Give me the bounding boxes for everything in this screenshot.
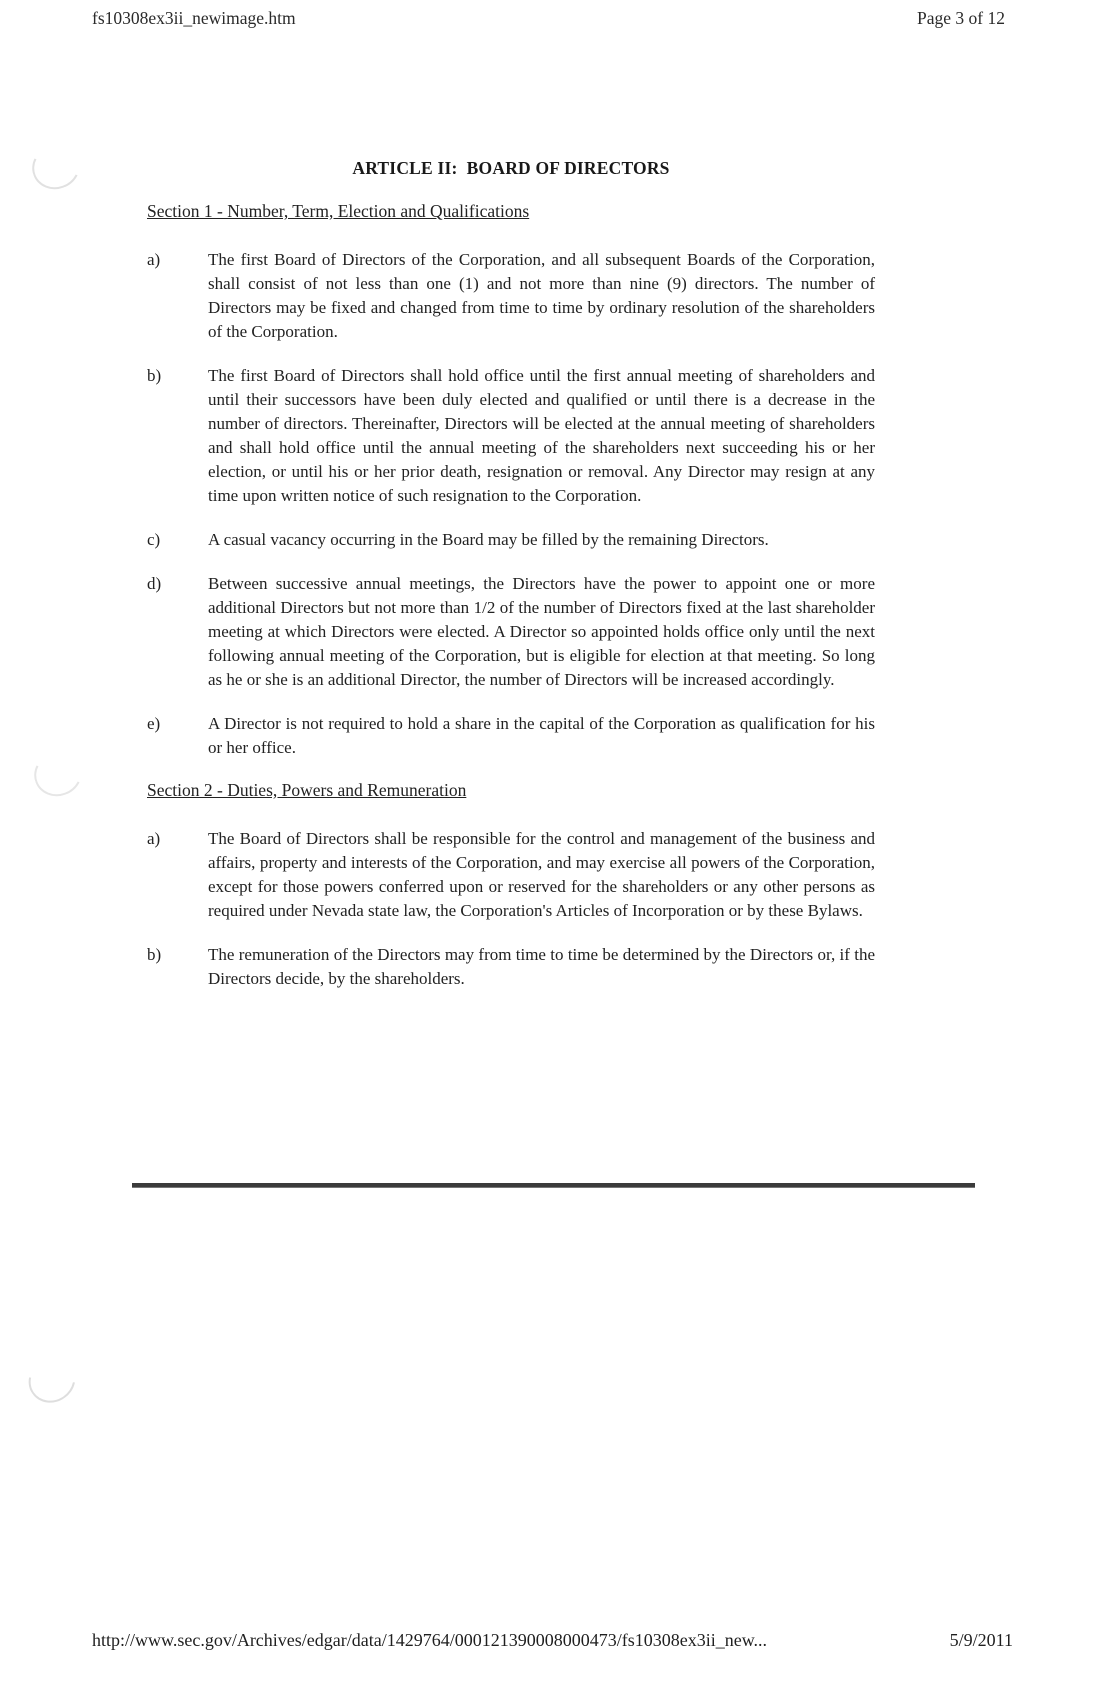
item-text: The first Board of Directors shall hold office until the first annual meeting of shareholders and until their successors have been duly elected and qualified or until there is a decrease in the number of directors. Thereinafter, Directors will be elected at the annual meeting of shareholders and shall hold office until the annual meeting of the shareholders next succeeding his or her election, or until his or her prior death, resignation or removal. Any Director may resign at any time upon written notice of such resignation to the Corporation.	[208, 366, 875, 505]
header-page-number: Page 3 of 12	[917, 8, 1005, 28]
list-item	[147, 528, 875, 552]
item-label: d)	[147, 574, 162, 593]
item-label: c)	[147, 530, 161, 549]
list-item	[147, 827, 875, 923]
scan-artifact	[26, 138, 86, 196]
item-label: b)	[147, 366, 162, 385]
item-text: A casual vacancy occurring in the Board may be filled by the remaining Directors.	[208, 530, 769, 549]
divider-rule	[132, 1183, 975, 1188]
list-item	[147, 364, 875, 508]
document-body	[147, 158, 875, 1011]
article-title: ARTICLE II: BOARD OF DIRECTORS	[352, 158, 670, 178]
header-filename: fs10308ex3ii_newimage.htm	[92, 8, 296, 28]
list-item	[147, 943, 875, 991]
list-item	[147, 248, 875, 344]
footer-url: http://www.sec.gov/Archives/edgar/data/1429764/000121390008000473/fs10308ex3ii_new...	[92, 1630, 768, 1650]
item-text: The Board of Directors shall be responsible for the control and management of the business and affairs, property and interests of the Corporation, and may exercise all powers of the Corporation, except for those powers conferred upon or reserved for the shareholders or any other persons as required under Nevada state law, the Corporation's Articles of Incorporation or by these Bylaws.	[208, 829, 875, 920]
item-text: The remuneration of the Directors may from time to time be determined by the Directors or, if the Directors decide, by the shareholders.	[208, 945, 875, 988]
item-text: Between successive annual meetings, the Directors have the power to appoint one or more additional Directors but not more than 1/2 of the number of Directors fixed at the last shareholder meeting at which Directors were elected. A Director so appointed holds office only until the next following annual meeting of the Corporation, but is eligible for election at that meeting. So long as he or she is an additional Director, the number of Directors will be increased accordingly.	[208, 574, 875, 689]
page-footer	[0, 1630, 1100, 1651]
list-item	[147, 572, 875, 692]
section-1-heading: Section 1 - Number, Term, Election and Qualifications	[147, 201, 530, 221]
page-header	[0, 8, 1100, 29]
item-label: a)	[147, 829, 161, 848]
item-label: b)	[147, 945, 162, 964]
item-text: The first Board of Directors of the Corporation, and all subsequent Boards of the Corporation, shall consist of not less than one (1) and not more than nine (9) directors. The number of Directors may be fixed and changed from time to time by ordinary resolution of the shareholders of the Corporation.	[208, 250, 875, 341]
section-2-heading: Section 2 - Duties, Powers and Remuneration	[147, 780, 467, 800]
item-label: e)	[147, 714, 161, 733]
footer-date: 5/9/2011	[949, 1630, 1013, 1650]
item-label: a)	[147, 250, 161, 269]
scan-artifact	[28, 745, 88, 803]
list-item	[147, 712, 875, 760]
item-text: A Director is not required to hold a share in the capital of the Corporation as qualification for his or her office.	[208, 714, 875, 757]
scan-artifact	[20, 1348, 85, 1412]
